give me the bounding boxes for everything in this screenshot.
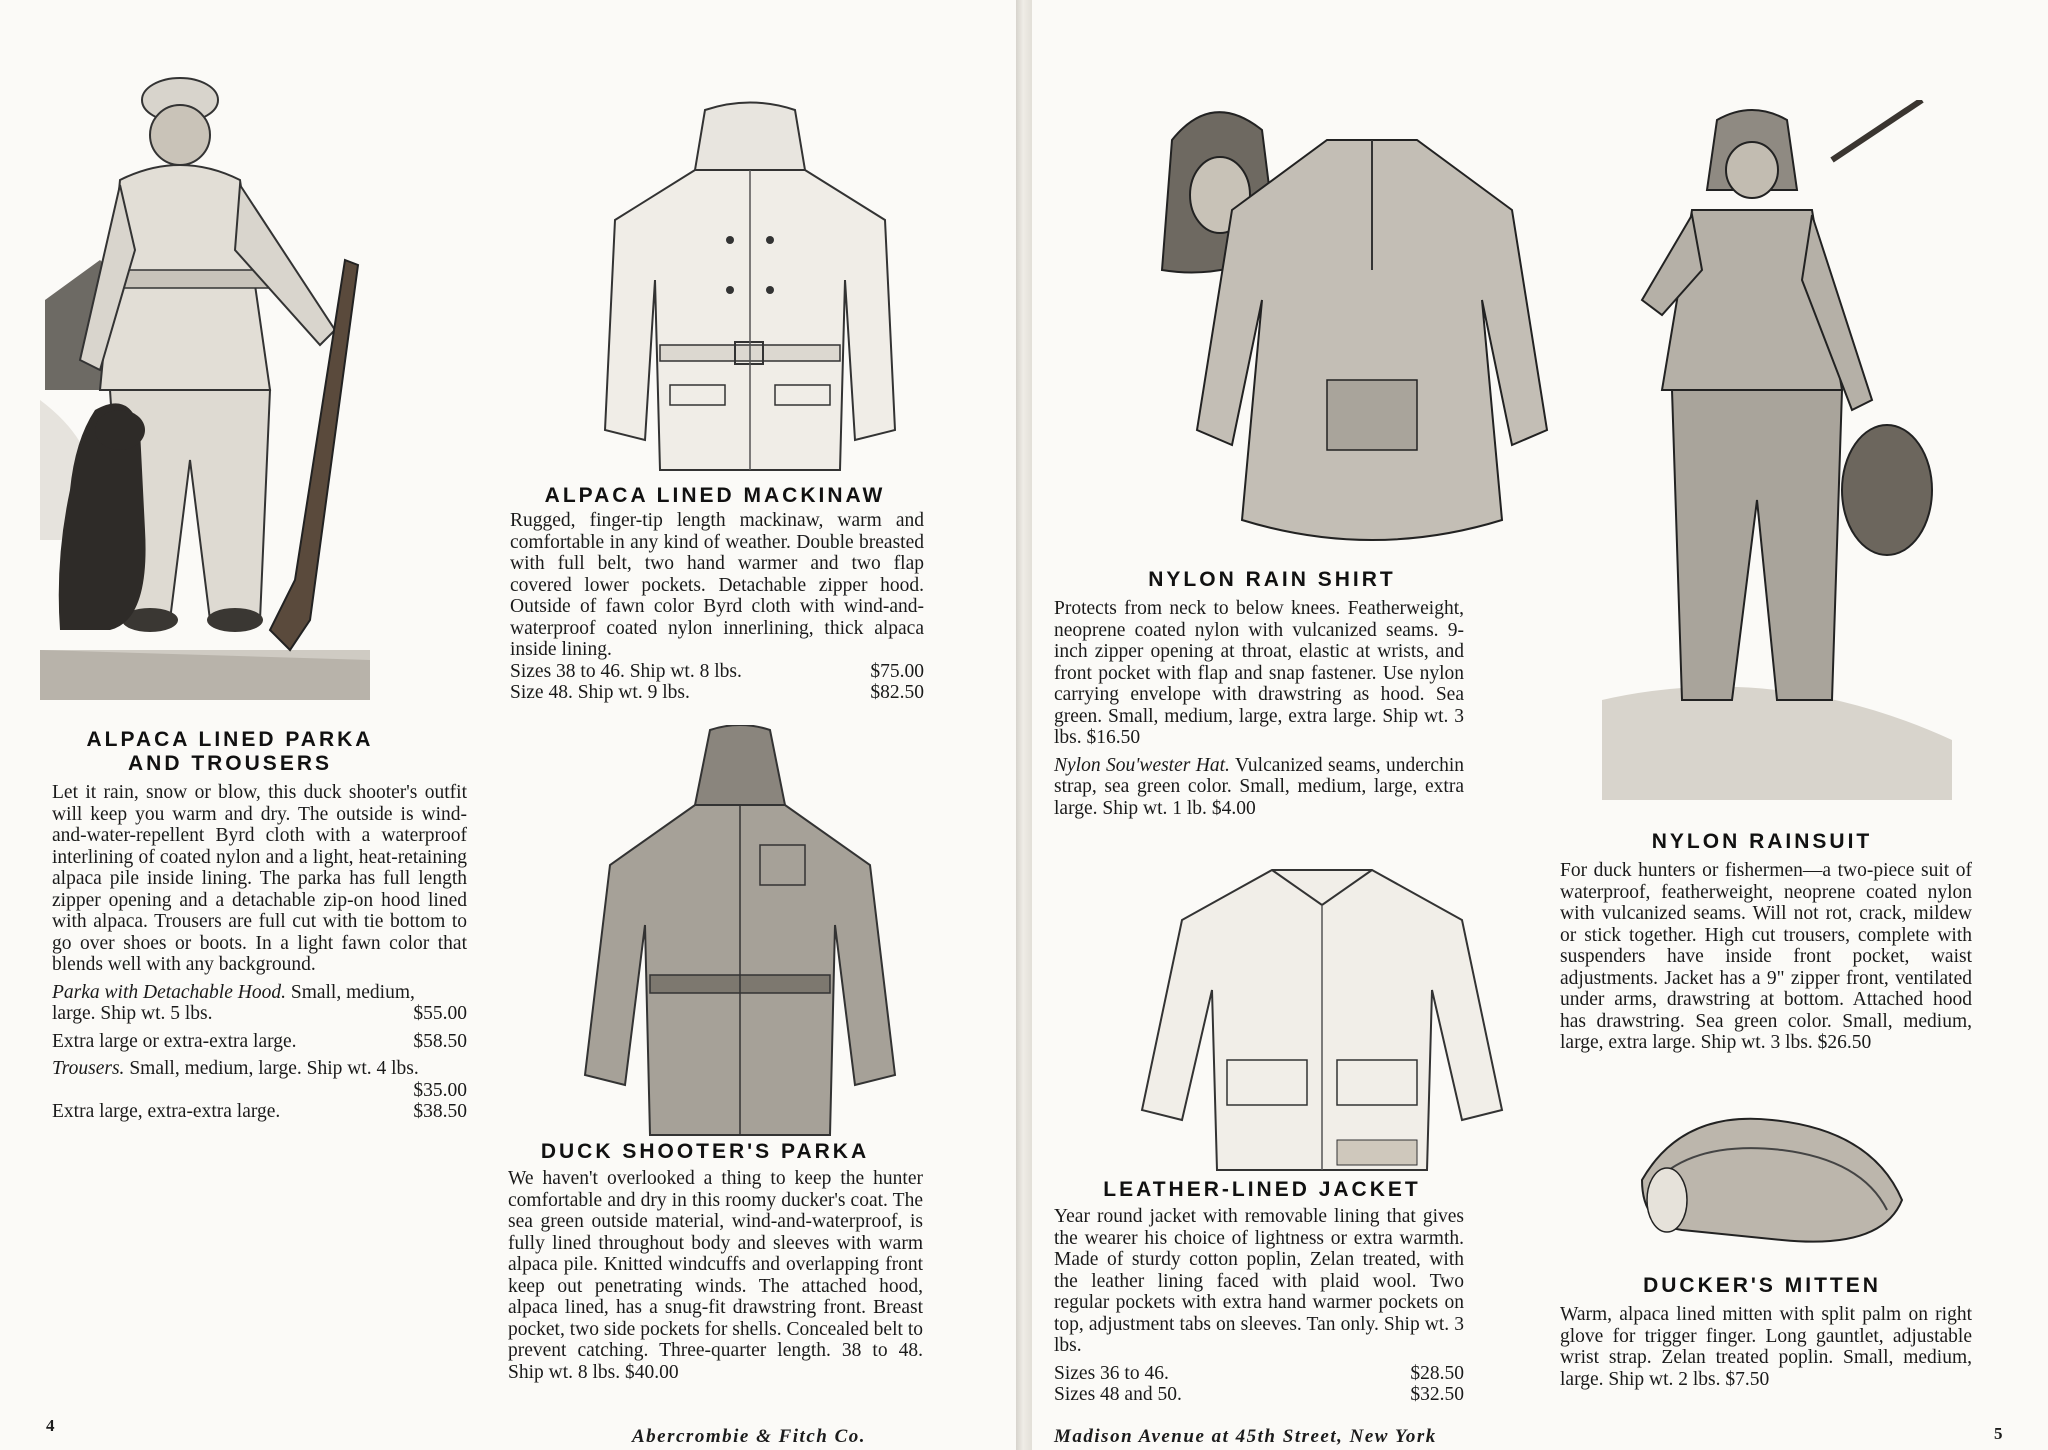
rain-shirt-svg: [1152, 100, 1572, 560]
trousers-price: $35.00: [413, 1079, 467, 1101]
parka-xl-sizes: Extra large or extra-extra large.: [52, 1030, 297, 1052]
duck-parka-description-text: We haven't overlooked a thing to keep the hunter comfortable and dry in this roomy ducker's coat. The sea green outside material, wind-and-waterproof, is fully lined throughout body and sleeves with warm alpaca pile. Knitted windcuffs and overlapping front keep out penetrating winds. The attached hood, alpaca lined, has a snug-fit drawstring front. Breast pocket, two side pockets for shells. Concealed belt to prevent catching. Three-quarter length. 38 to 48. Ship wt. 8 lbs.: [508, 1168, 923, 1383]
duck-shooter-parka-illustration: [560, 725, 920, 1145]
rain-shirt-description-text: Protects from neck to below knees. Featherweight, neoprene coated nylon with vulcanized seams. 9-inch zipper opening at throat, elastic at wrists, and front pocket with flap and snap fastener. Use nylon carrying envelope with drawstring as hood. Sea green. Small, medium, large, extra large. Ship wt. 3 lbs.: [1054, 598, 1464, 748]
leather-jacket-size-1: Sizes 36 to 46.: [1054, 1362, 1169, 1384]
leather-jacket-description: Year round jacket with removable lining that gives the wearer his choice of lightness or extra warmth. Made of sturdy cotton poplin, Zelan treated, with the leather lining faced with plaid wool. Two regular pockets with extra hand warmer pockets on top, adjustment tabs on sleeves. Tan only. Ship wt. 3 lbs.: [1054, 1206, 1464, 1356]
nylon-rainsuit-hunter-illustration: [1602, 100, 1952, 800]
mitten-description: [1560, 1304, 1972, 1390]
mackinaw-svg: [585, 100, 915, 480]
trousers-xl-line: [52, 1101, 467, 1123]
parka-xl-line: [52, 1031, 467, 1053]
parka-sizes-2: large. Ship wt. 5 lbs.: [52, 1003, 213, 1024]
mitten-description-text: Warm, alpaca lined mitten with split palm on right glove for trigger finger. Long gauntlet, adjustable wrist strap. Zelan treated poplin. Small, medium, large. Ship wt. 2 lbs.: [1560, 1304, 1972, 1390]
parka-price-line: [52, 1003, 467, 1025]
rainsuit-description-block: [1560, 860, 1972, 1054]
page-number-left: 4: [46, 1416, 55, 1435]
book-gutter: [1016, 0, 1032, 1450]
rainsuit-price: $26.50: [1817, 1032, 1872, 1053]
rain-shirt-description: [1054, 598, 1464, 749]
leather-jacket-price-line-2: [1054, 1384, 1464, 1406]
mackinaw-price-1: $75.00: [870, 660, 924, 682]
parka-detail: [52, 982, 467, 1004]
hat-price: $4.00: [1211, 797, 1256, 819]
rainsuit-description: [1560, 860, 1972, 1054]
parka-heading-line1: ALPACA LINED PARKA: [86, 728, 374, 751]
duck-parka-description-block: [508, 1168, 923, 1383]
mackinaw-size-2: Size 48. Ship wt. 9 lbs.: [510, 682, 690, 703]
leather-jacket-heading: LEATHER-LINED JACKET: [1103, 1178, 1421, 1201]
footer-right: Madison Avenue at 45th Street, New York: [1054, 1426, 1437, 1447]
mitten-description-block: [1560, 1304, 1972, 1390]
page-number-right: 5: [1994, 1424, 2003, 1443]
parka-description-block: [52, 782, 467, 1123]
trousers-sizes: Small, medium, large. Ship wt. 4 lbs.: [129, 1058, 419, 1079]
parka-heading-line2: AND TROUSERS: [127, 752, 332, 775]
leather-jacket-price-2: $32.50: [1410, 1384, 1464, 1405]
mackinaw-price-line-1: [510, 661, 924, 683]
rain-shirt-price: $16.50: [1086, 727, 1141, 748]
footer-left: Abercrombie & Fitch Co.: [632, 1426, 866, 1447]
parka-description: Let it rain, snow or blow, this duck shooter's outfit will keep you warm and dry. The outside is wind-and-water-repellent Byrd cloth with a waterproof interlining of coated nylon and a light, heat-retaining alpaca pile inside lining. The parka has full length zipper opening and a detachable zip-on hood lined with alpaca. Trousers are full cut with tie bottom to go over shoes or boots. In a light fawn color that blends well with any background.: [52, 782, 467, 975]
catalog-page-left: [0, 0, 1016, 1450]
leather-jacket-price-line-1: [1054, 1363, 1464, 1385]
rain-shirt-heading: NYLON RAIN SHIRT: [1148, 568, 1396, 591]
duck-parka-svg: [560, 725, 920, 1145]
rainsuit-description-text: For duck hunters or fishermen—a two-piece suit of waterproof, featherweight, neoprene coated nylon with vulcanized seams. Will not rot, crack, mildew or stick together. High cut trousers, complete with suspenders have inside front pocket, waist adjustments. Jacket has a 9" zipper front, ventilated under arms, drawstring at bottom. Attached hood has drawstring. Sea green color. Small, medium, large, extra large. Ship wt. 3 lbs.: [1560, 860, 1972, 1053]
trousers-xl-sizes: Extra large, extra-extra large.: [52, 1101, 281, 1122]
parka-item-name: Parka with Detachable Hood.: [52, 981, 286, 1003]
trousers-item-name: Trousers.: [52, 1058, 125, 1079]
duck-parka-heading: DUCK SHOOTER'S PARKA: [540, 1140, 870, 1163]
leather-lined-jacket-illustration: [1122, 850, 1522, 1180]
rainsuit-heading: NYLON RAINSUIT: [1651, 830, 1873, 853]
nylon-rain-shirt-illustration: [1152, 100, 1572, 560]
mackinaw-heading: ALPACA LINED MACKINAW: [544, 484, 886, 507]
rainsuit-svg: [1602, 100, 1952, 800]
mackinaw-description-block: [510, 510, 924, 704]
duckers-mitten-illustration: [1622, 1090, 1922, 1260]
trousers-xl-price: $38.50: [413, 1101, 467, 1122]
hat-item-name: Nylon Sou'wester Hat.: [1054, 754, 1230, 776]
hunter-illustration-svg: [40, 60, 370, 700]
parka-price: $55.00: [413, 1003, 467, 1024]
mackinaw-illustration: [585, 100, 915, 480]
hunter-with-dog-illustration: [40, 60, 370, 700]
hat-description: [1054, 755, 1464, 820]
trousers-detail: [52, 1058, 467, 1080]
leather-jacket-price-1: $28.50: [1410, 1362, 1464, 1384]
jacket-svg: [1122, 850, 1522, 1180]
catalog-page-right: [1032, 0, 2048, 1450]
parka-heading: [40, 728, 420, 776]
mackinaw-size-1: Sizes 38 to 46. Ship wt. 8 lbs.: [510, 660, 742, 682]
parka-xl-price: $58.50: [413, 1030, 467, 1052]
parka-sizes: Small, medium,: [290, 981, 415, 1003]
mackinaw-price-2: $82.50: [870, 682, 924, 703]
mitten-svg: [1622, 1090, 1922, 1260]
duck-parka-price: $40.00: [625, 1361, 679, 1383]
mitten-price: $7.50: [1725, 1368, 1770, 1390]
leather-jacket-size-2: Sizes 48 and 50.: [1054, 1384, 1182, 1405]
trousers-price-line: [52, 1080, 467, 1102]
duck-parka-description: [508, 1168, 923, 1383]
mitten-heading: DUCKER'S MITTEN: [1643, 1274, 1881, 1297]
leather-jacket-description-block: [1054, 1206, 1464, 1406]
mackinaw-description: Rugged, finger-tip length mackinaw, warm and comfortable in any kind of weather. Double breasted with full belt, two hand warmer and two flap covered lower pockets. Detachable zipper hood. Outside of fawn color Byrd cloth with wind-and-waterproof coated nylon innerlining, thick alpaca inside lining.: [510, 510, 924, 660]
rain-shirt-description-block: [1054, 598, 1464, 819]
mackinaw-price-line-2: [510, 682, 924, 704]
hat-description-text: Vulcanized seams, underchin strap, sea green color. Small, medium, large, extra large. Ship wt. 1 lb.: [1054, 754, 1464, 819]
